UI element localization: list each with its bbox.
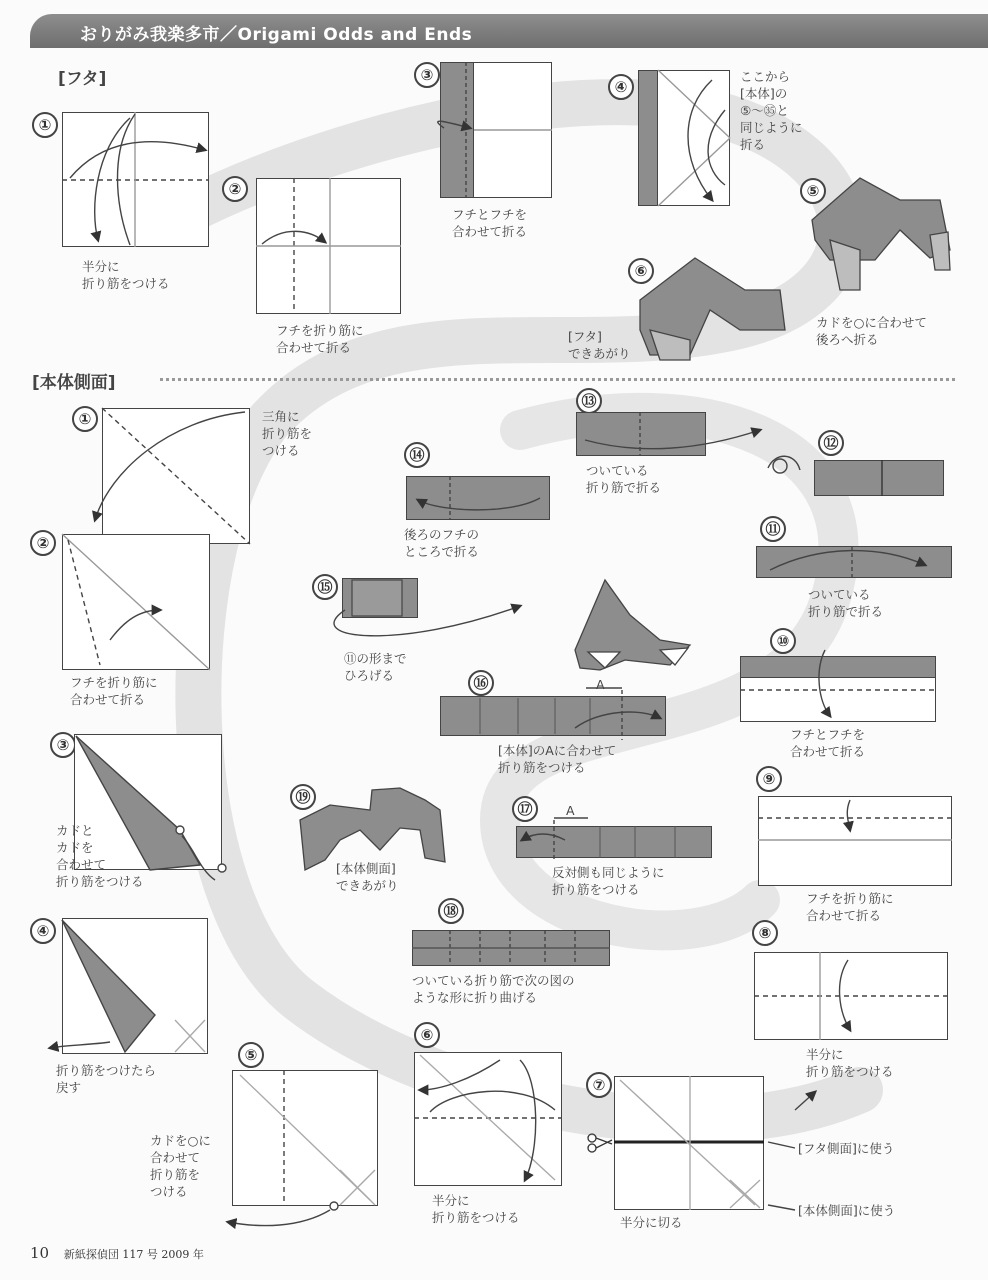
side-step-7-number: ⑦ — [586, 1072, 612, 1098]
side-step-2-caption: フチを折り筋に 合わせて折る — [70, 675, 158, 707]
side-step-15-number: ⑮ — [312, 574, 338, 600]
side-step-17-number: ⑰ — [512, 796, 538, 822]
lid-step-2-number: ② — [222, 176, 248, 202]
lid-step-2-caption: フチを折り筋に 合わせて折る — [276, 323, 364, 355]
lid-step-3-caption: フチとフチを 合わせて折る — [452, 207, 528, 239]
side-step-18-number: ⑱ — [438, 898, 464, 924]
side-step-1-caption: 三角に 折り筋を つける — [262, 409, 313, 458]
lid-step-5-number: ⑤ — [800, 178, 826, 204]
side-step-4-caption: 折り筋をつけたら 戻す — [56, 1063, 157, 1095]
side-step-16-caption: [本体]のAに合わせて 折り筋をつける — [498, 743, 617, 775]
header-title: おりがみ我楽多市／Origami Odds and Ends — [80, 25, 473, 45]
side-step-5-caption: カドを○に 合わせて 折り筋を つける — [150, 1133, 211, 1199]
side-step-8-number: ⑧ — [752, 920, 778, 946]
side-step-1-number: ① — [72, 406, 98, 432]
section-title-body-side: [本体側面] — [32, 373, 116, 393]
side-step-9-number: ⑨ — [756, 766, 782, 792]
scissors-icon — [588, 1134, 612, 1152]
section-title-lid: [フタ] — [58, 69, 107, 89]
side-step-6-caption: 半分に 折り筋をつける — [432, 1193, 520, 1225]
side-step-8-caption: 半分に 折り筋をつける — [806, 1047, 894, 1079]
side-step-16-number: ⑯ — [468, 670, 494, 696]
side-step-11-number: ⑪ — [760, 516, 786, 542]
page-number: 10 — [30, 1244, 50, 1262]
side-step-17-marker: A — [566, 803, 575, 818]
side-step-18-caption: ついている折り筋で次の図の ような形に折り曲げる — [412, 973, 575, 1005]
side-step-19-number: ⑲ — [290, 784, 316, 810]
side-step-14-caption: 後ろのフチの ところで折る — [404, 527, 480, 559]
side-step-7-caption: 半分に切る — [620, 1215, 683, 1230]
side-step-12-number: ⑫ — [818, 430, 844, 456]
lid-step-4-number: ④ — [608, 74, 634, 100]
side-step-11-caption: ついている 折り筋で折る — [808, 587, 884, 619]
side-step-19-model — [300, 788, 445, 870]
side-step-17-caption: 反対側も同じように 折り筋をつける — [552, 865, 665, 897]
side-step-5-number: ⑤ — [238, 1042, 264, 1068]
publication-info: 新紙探偵団 117 号 2009 年 — [63, 1248, 204, 1261]
side-step-9-caption: フチを折り筋に 合わせて折る — [806, 891, 894, 923]
side-step-7-label-top: [フタ側面]に使う — [798, 1141, 895, 1156]
side-step-3-number: ③ — [50, 732, 76, 758]
side-step-14-number: ⑭ — [404, 442, 430, 468]
side-step-3-caption: カドと カドを 合わせて 折り筋をつける — [56, 823, 144, 889]
side-step-6-number: ⑥ — [414, 1022, 440, 1048]
lid-step-6-caption: [フタ] できあがり — [568, 329, 631, 361]
lid-step-5-model — [812, 178, 950, 290]
side-step-16-model — [575, 580, 690, 670]
side-step-2-number: ② — [30, 530, 56, 556]
lid-step-4-caption: ここから [本体]の ⑤〜㉟と 同じように 折る — [740, 69, 803, 152]
side-step-10-number: ⑩ — [770, 628, 796, 654]
lid-step-6-number: ⑥ — [628, 258, 654, 284]
lid-step-6-model — [640, 258, 785, 360]
lid-step-1-caption: 半分に 折り筋をつける — [82, 259, 170, 291]
side-step-16-marker: A — [596, 677, 605, 692]
side-step-13-number: ⑬ — [576, 388, 602, 414]
lid-step-3-number: ③ — [414, 62, 440, 88]
side-step-19-caption: [本体側面] できあがり — [336, 861, 399, 893]
lid-step-5-caption: カドを○に合わせて 後ろへ折る — [816, 315, 927, 347]
side-step-7-label-bottom: [本体側面]に使う — [798, 1203, 896, 1218]
side-step-4-number: ④ — [30, 918, 56, 944]
side-step-15-caption: ⑪の形まで ひろげる — [344, 651, 407, 683]
page-footer — [30, 1244, 204, 1262]
side-step-13-caption: ついている 折り筋で折る — [586, 463, 662, 495]
lid-step-1-number: ① — [32, 112, 58, 138]
side-step-10-caption: フチとフチを 合わせて折る — [790, 727, 866, 759]
